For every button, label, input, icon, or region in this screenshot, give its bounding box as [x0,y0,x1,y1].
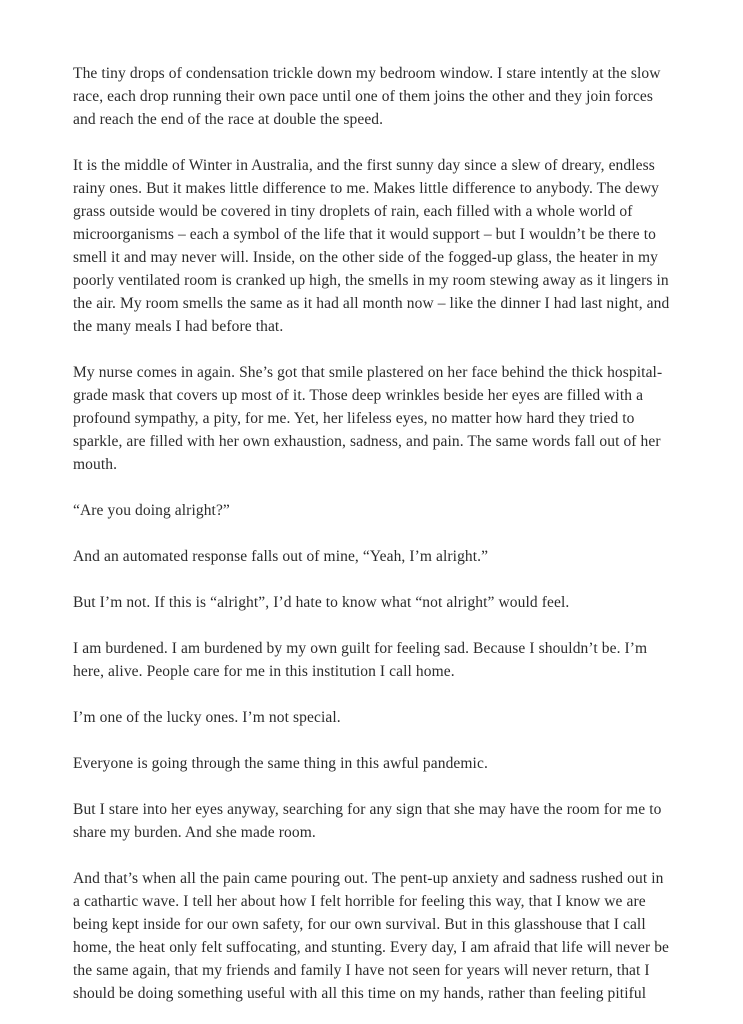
paragraph: And an automated response falls out of mine, “Yeah, I’m alright.” [73,548,489,565]
paragraph: My nurse comes in again. She’s got that smile plastered on her face behind the thick hospital-grade mask that covers up most of it. Those deep wrinkles beside her eyes are filled with a profound sympathy, a pity, for me. Yet, her lifeless eyes, no matter how hard they tried to sparkle, are filled with her own exhaustion, sadness, and pain. The same words fall out of her mouth. [73,364,663,473]
paragraph: I am burdened. I am burdened by my own guilt for feeling sad. Because I shouldn’t be. I’m here, alive. People care for me in this institution I call home. [73,640,648,680]
paragraph: “Are you doing alright?” [73,502,230,519]
paragraph: But I’m not. If this is “alright”, I’d hate to know what “not alright” would feel. [73,594,570,611]
paragraph: And that’s when all the pain came pouring out. The pent-up anxiety and sadness rushed out in a cathartic wave. I tell her about how I felt horrible for feeling this way, that I know we are being kept inside for our own safety, for our own survival. But in this glasshouse that I call home, the heat only felt suffocating, and stunting. Every day, I am afraid that life will never be the same again, that my friends and family I have not seen for years will never return, that I should be doing something useful with all this time on my hands, rather than feeling pitiful [73,870,670,1002]
story-text [73,62,670,1005]
paragraph: Everyone is going through the same thing in this awful pandemic. [73,755,488,772]
paragraph: It is the middle of Winter in Australia, and the first sunny day since a slew of dreary, endless rainy ones. But it makes little difference to me. Makes little difference to anybody. The dewy grass outside would be covered in tiny droplets of rain, each filled with a whole world of microorganisms – each a symbol of the life that it would support – but I wouldn’t be there to smell it and may never will. Inside, on the other side of the fogged-up glass, the heater in my poorly ventilated room is cranked up high, the smells in my room stewing away as it lingers in the air. My room smells the same as it had all month now – like the dinner I had last night, and the many meals I had before that. [73,157,670,335]
paragraph: The tiny drops of condensation trickle down my bedroom window. I stare intently at the slow race, each drop running their own pace until one of them joins the other and they join forces and reach the end of the race at double the speed. [73,65,661,128]
paragraph: But I stare into her eyes anyway, searching for any sign that she may have the room for me to share my burden. And she made room. [73,801,662,841]
paragraph: I’m one of the lucky ones. I’m not special. [73,709,341,726]
